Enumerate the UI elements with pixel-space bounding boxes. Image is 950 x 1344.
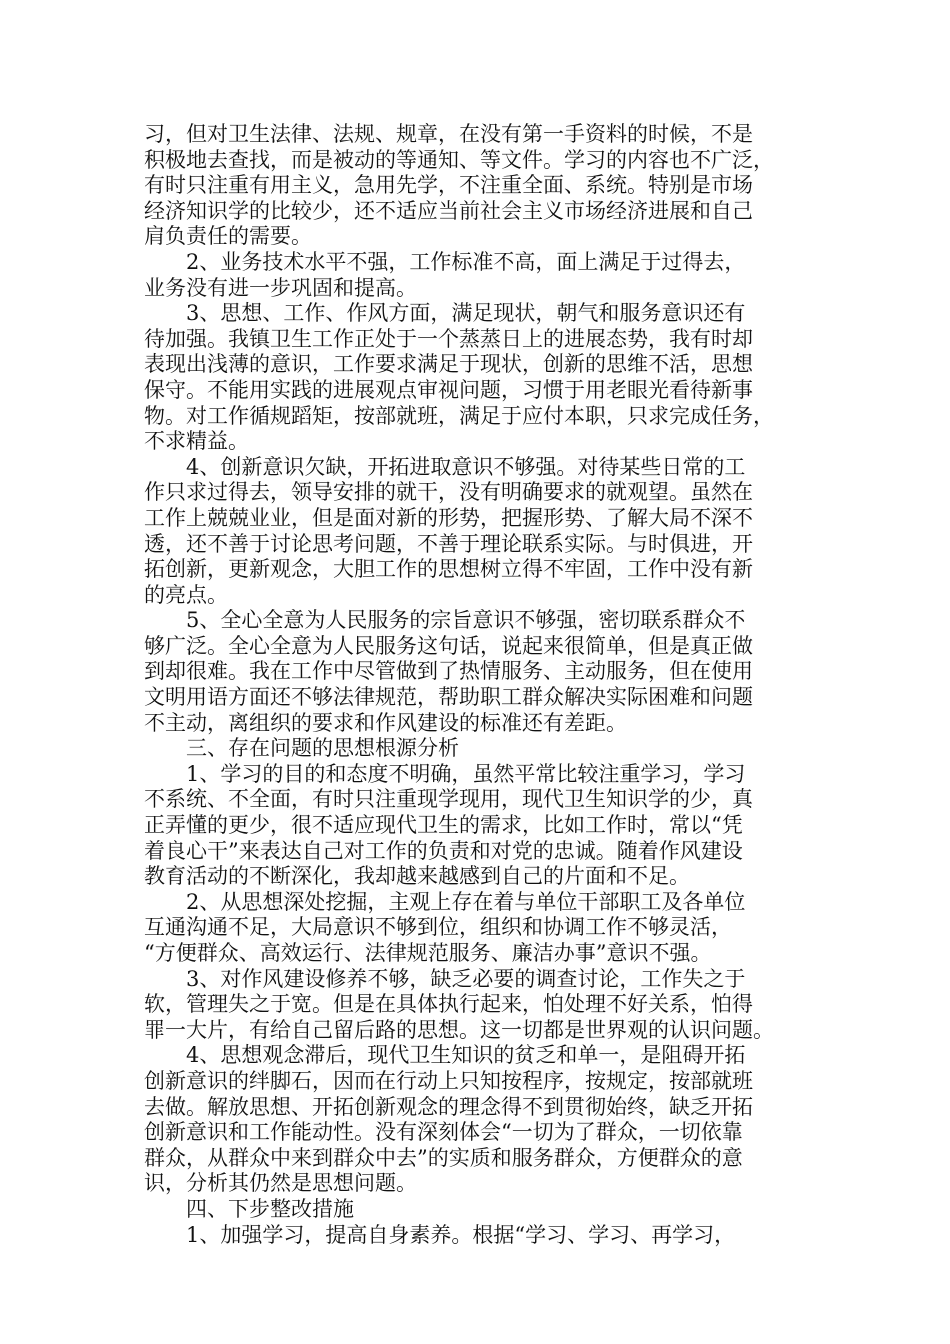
text-line: 着良心干”来表达自己对工作的负责和对党的忠诚。随着作风建设: [144, 838, 743, 863]
text-line: 作只求过得去，领导安排的就干，没有明确要求的就观望。虽然在: [144, 480, 753, 505]
body-paragraph: [144, 301, 809, 455]
text-line: 四、下步整改措施: [186, 1196, 354, 1221]
body-paragraph: [144, 890, 809, 967]
text-line: 的亮点。: [144, 582, 228, 607]
text-line: 待加强。我镇卫生工作正处于一个蒸蒸日上的进展态势，我有时却: [144, 326, 753, 351]
section-heading: [144, 1197, 809, 1223]
text-line: 有时只注重有用主义，急用先学，不注重全面、系统。特别是市场: [144, 173, 753, 198]
text-line: 1、加强学习，提高自身素养。根据“学习、学习、再学习，: [186, 1222, 736, 1247]
text-line: 习，但对卫生法律、法规、规章，在没有第一手资料的时候，不是: [144, 122, 753, 146]
text-line: “方便群众、高效运行、法律规范服务、廉洁办事”意识不强。: [144, 941, 712, 965]
text-line: 1、学习的目的和态度不明确，虽然平常比较注重学习，学习: [186, 761, 746, 786]
text-line: 群众，从群众中来到群众中去”的实质和服务群众，方便群众的意: [144, 1145, 743, 1170]
body-paragraph: [144, 122, 809, 250]
text-line: 到却很难。我在工作中尽管做到了热情服务、主动服务，但在使用: [144, 659, 753, 684]
body-paragraph: [144, 250, 809, 301]
body-paragraph: [144, 1043, 809, 1197]
text-line: 肩负责任的需要。: [144, 224, 312, 249]
text-line: 工作上兢兢业业，但是面对新的形势，把握形势、了解大局不深不: [144, 505, 753, 530]
body-paragraph: [144, 455, 809, 609]
text-line: 正弄懂的更少，很不适应现代卫生的需求，比如工作时，常以“凭: [144, 813, 743, 838]
text-line: 透，还不善于讨论思考问题，不善于理论联系实际。与时俱进，开: [144, 531, 753, 556]
section-heading: [144, 736, 809, 762]
text-line: 5、全心全意为人民服务的宗旨意识不够强，密切联系群众不: [186, 608, 746, 633]
text-line: 4、思想观念滞后，现代卫生知识的贫乏和单一，是阻碍开拓: [186, 1043, 746, 1068]
text-line: 积极地去查找，而是被动的等通知、等文件。学习的内容也不广泛，: [144, 147, 774, 172]
text-line: 表现出浅薄的意识，工作要求满足于现状，创新的思维不活，思想: [144, 352, 753, 377]
text-line: 不系统、不全面，有时只注重现学现用，现代卫生知识学的少，真: [144, 787, 753, 812]
text-line: 物。对工作循规蹈矩，按部就班，满足于应付本职，只求完成任务，: [144, 403, 774, 428]
text-line: 拓创新，更新观念，大胆工作的思想树立得不牢固，工作中没有新: [144, 557, 753, 582]
document-body: [144, 122, 809, 1248]
text-line: 不主动，离组织的要求和作风建设的标准还有差距。: [144, 710, 627, 735]
text-line: 够广泛。全心全意为人民服务这句话，说起来很简单，但是真正做: [144, 633, 753, 658]
text-line: 经济知识学的比较少，还不适应当前社会主义市场经济进展和自己: [144, 198, 753, 223]
body-paragraph: [144, 1223, 809, 1249]
text-line: 创新意识和工作能动性。没有深刻体会“一切为了群众，一切依靠: [144, 1120, 743, 1145]
body-paragraph: [144, 967, 809, 1044]
text-line: 2、从思想深处挖掘，主观上存在着与单位干部职工及各单位: [186, 889, 746, 914]
text-line: 三、存在问题的思想根源分析: [186, 736, 459, 761]
body-paragraph: [144, 762, 809, 890]
text-line: 3、对作风建设修养不够，缺乏必要的调查讨论，工作失之于: [186, 966, 746, 991]
text-line: 2、业务技术水平不强，工作标准不高，面上满足于过得去，: [186, 249, 746, 274]
text-line: 3、思想、工作、作风方面，满足现状，朝气和服务意识还有: [186, 301, 746, 326]
text-line: 识，分析其仍然是思想问题。: [144, 1171, 417, 1196]
text-line: 创新意识的绊脚石，因而在行动上只知按程序，按规定，按部就班: [144, 1068, 753, 1093]
text-line: 4、创新意识欠缺，开拓进取意识不够强。对待某些日常的工: [186, 454, 746, 479]
text-line: 不求精益。: [144, 429, 249, 454]
text-line: 罪一大片，有给自己留后路的思想。这一切都是世界观的认识问题。: [144, 1017, 774, 1042]
body-paragraph: [144, 608, 809, 736]
text-line: 去做。解放思想、开拓创新观念的理念得不到贯彻始终，缺乏开拓: [144, 1094, 753, 1119]
text-line: 软，管理失之于宽。但是在具体执行起来，怕处理不好关系，怕得: [144, 992, 753, 1017]
text-line: 教育活动的不断深化，我却越来越感到自己的片面和不足。: [144, 864, 690, 889]
text-line: 业务没有进一步巩固和提高。: [144, 275, 417, 300]
text-line: 保守。不能用实践的进展观点审视问题，习惯于用老眼光看待新事: [144, 377, 753, 402]
text-line: 互通沟通不足，大局意识不够到位，组织和协调工作不够灵活，: [144, 915, 732, 940]
text-line: 文明用语方面还不够法律规范，帮助职工群众解决实际困难和问题: [144, 685, 753, 710]
